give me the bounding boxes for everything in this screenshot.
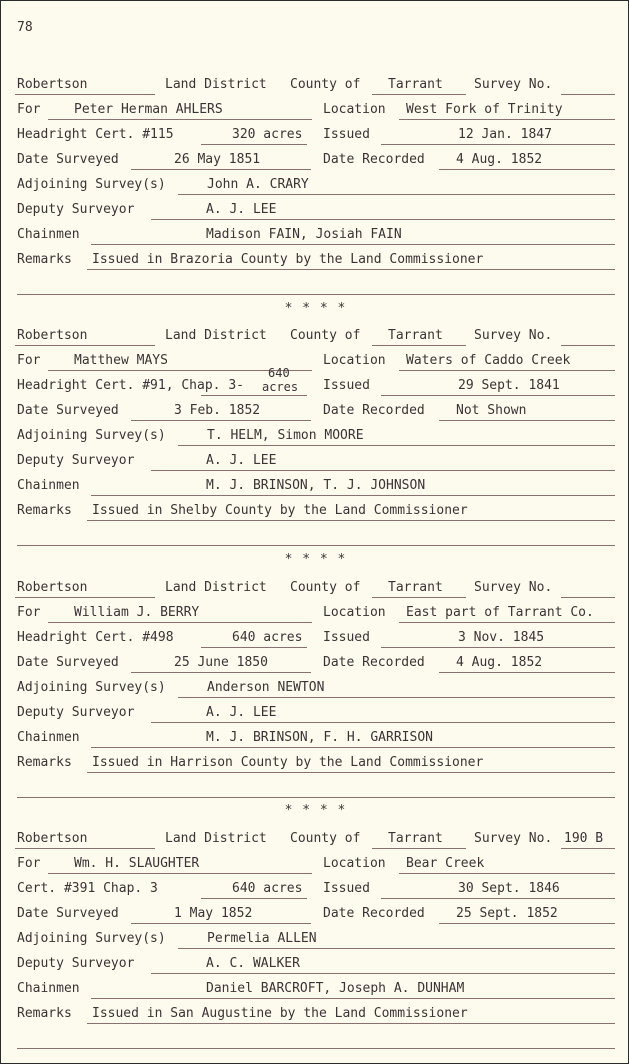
location-value: East part of Tarrant Co.: [406, 605, 594, 620]
remarks-value: Issued in Shelby County by the Land Commissioner: [92, 503, 468, 518]
for-row: [1, 605, 629, 630]
deputy-line: [151, 219, 615, 220]
date-recorded-value: 4 Aug. 1852: [456, 152, 543, 167]
land-district-line: [15, 597, 155, 598]
acres-number: 640: [268, 366, 290, 380]
certificate-row: [1, 366, 629, 403]
survey-no-line: [561, 345, 615, 346]
adjoining-label: Adjoining Survey(s): [17, 931, 166, 946]
location-label: Location: [323, 605, 386, 620]
issued-label: Issued: [323, 630, 370, 645]
county-line: [372, 345, 466, 346]
land-district-label: Land District: [165, 77, 267, 92]
survey-no-line: [561, 94, 615, 95]
survey-no-line: [561, 848, 615, 849]
adjoining-line: [178, 697, 615, 698]
acres-value: 640 acres: [232, 881, 303, 896]
acres-line: [201, 898, 307, 899]
adjoining-row: [1, 931, 629, 956]
dates-row: [1, 152, 629, 177]
deputy-label: Deputy Surveyor: [17, 705, 135, 720]
for-row: [1, 102, 629, 127]
survey-no-line: [561, 597, 615, 598]
land-district-value: Robertson: [17, 580, 88, 595]
deputy-label: Deputy Surveyor: [17, 202, 135, 217]
dates-row: [1, 655, 629, 680]
county-value: Tarrant: [388, 328, 443, 343]
dates-row: [1, 906, 629, 931]
issued-value: 3 Nov. 1845: [458, 630, 545, 645]
date-surveyed-value: 25 June 1850: [174, 655, 268, 670]
survey-record: [1, 77, 629, 307]
chainmen-line: [91, 244, 615, 245]
issued-label: Issued: [323, 127, 370, 142]
adjoining-line: [178, 194, 615, 195]
county-value: Tarrant: [388, 831, 443, 846]
remarks-label: Remarks: [17, 755, 72, 770]
adjoining-row: [1, 428, 629, 453]
issued-label: Issued: [323, 881, 370, 896]
remarks-continuation-row: [1, 780, 629, 805]
adjoining-label: Adjoining Survey(s): [17, 680, 166, 695]
date-recorded-label: Date Recorded: [323, 152, 425, 167]
acres-line: [201, 647, 307, 648]
chainmen-value: Madison FAIN, Josiah FAIN: [206, 227, 402, 242]
acres-line: [201, 144, 307, 145]
county-label: County of: [290, 328, 361, 343]
record-separator: * * * *: [284, 803, 347, 818]
issued-line: [381, 647, 615, 648]
location-value: Bear Creek: [406, 856, 485, 871]
land-district-value: Robertson: [17, 328, 88, 343]
date-surveyed-line: [131, 672, 311, 673]
district-row: [1, 328, 629, 353]
adjoining-value: Permelia ALLEN: [207, 931, 317, 946]
date-recorded-line: [439, 420, 615, 421]
issued-value: 29 Sept. 1841: [458, 378, 560, 393]
certificate-label: Cert. #391 Chap. 3: [17, 881, 158, 896]
remarks-continuation-line: [17, 294, 615, 295]
location-label: Location: [323, 856, 386, 871]
chainmen-line: [91, 495, 615, 496]
grantee-value: Peter Herman AHLERS: [74, 102, 223, 117]
remarks-continuation-line: [17, 797, 615, 798]
adjoining-value: Anderson NEWTON: [207, 680, 325, 695]
remarks-row: [1, 755, 629, 780]
remarks-line: [87, 520, 615, 521]
deputy-line: [151, 470, 615, 471]
remarks-label: Remarks: [17, 252, 72, 267]
county-value: Tarrant: [388, 77, 443, 92]
grantee-value: William J. BERRY: [74, 605, 200, 620]
date-recorded-value: 4 Aug. 1852: [456, 655, 543, 670]
date-recorded-value: Not Shown: [456, 403, 527, 418]
district-row: [1, 831, 629, 856]
remarks-continuation-row: [1, 277, 629, 302]
land-district-label: Land District: [165, 328, 267, 343]
land-district-label: Land District: [165, 831, 267, 846]
date-recorded-line: [439, 923, 615, 924]
chainmen-line: [91, 747, 615, 748]
date-recorded-line: [439, 169, 615, 170]
for-row: [1, 353, 629, 378]
adjoining-value: John A. CRARY: [207, 177, 309, 192]
issued-value: 30 Sept. 1846: [458, 881, 560, 896]
remarks-line: [87, 772, 615, 773]
deputy-label: Deputy Surveyor: [17, 453, 135, 468]
issued-line: [381, 144, 615, 145]
for-label: For: [17, 102, 41, 117]
land-district-label: Land District: [165, 580, 267, 595]
issued-value: 12 Jan. 1847: [458, 127, 552, 142]
date-surveyed-value: 3 Feb. 1852: [174, 403, 261, 418]
district-row: [1, 580, 629, 605]
date-surveyed-value: 1 May 1852: [174, 906, 253, 921]
county-label: County of: [290, 77, 361, 92]
location-label: Location: [323, 353, 386, 368]
issued-line: [381, 395, 615, 396]
county-label: County of: [290, 580, 361, 595]
acres-value: 640 acres: [232, 630, 303, 645]
date-surveyed-label: Date Surveyed: [17, 655, 119, 670]
land-district-line: [15, 94, 155, 95]
deputy-row: [1, 705, 629, 730]
date-recorded-label: Date Recorded: [323, 403, 425, 418]
chainmen-row: [1, 981, 629, 1006]
chainmen-label: Chainmen: [17, 478, 80, 493]
land-district-value: Robertson: [17, 77, 88, 92]
remarks-value: Issued in Harrison County by the Land Commissioner: [92, 755, 484, 770]
adjoining-line: [178, 948, 615, 949]
deputy-label: Deputy Surveyor: [17, 956, 135, 971]
certificate-label: Headright Cert. #498: [17, 630, 174, 645]
deputy-line: [151, 722, 615, 723]
survey-no-value: 190 B: [564, 831, 604, 846]
land-district-value: Robertson: [17, 831, 88, 846]
certificate-row: [1, 630, 629, 655]
deputy-row: [1, 956, 629, 981]
record-separator: * * * *: [284, 301, 347, 316]
county-label: County of: [290, 831, 361, 846]
remarks-line: [87, 1023, 615, 1024]
remarks-label: Remarks: [17, 503, 72, 518]
survey-no-label: Survey No.: [474, 580, 553, 595]
deputy-value: A. J. LEE: [206, 705, 277, 720]
chainmen-line: [91, 998, 615, 999]
district-row: [1, 77, 629, 102]
deputy-row: [1, 202, 629, 227]
acres-line: [201, 395, 307, 396]
issued-label: Issued: [323, 378, 370, 393]
county-line: [372, 597, 466, 598]
adjoining-row: [1, 680, 629, 705]
date-recorded-value: 25 Sept. 1852: [456, 906, 558, 921]
land-district-line: [15, 848, 155, 849]
remarks-value: Issued in San Augustine by the Land Commissioner: [92, 1006, 468, 1021]
deputy-value: A. J. LEE: [206, 202, 277, 217]
location-label: Location: [323, 102, 386, 117]
chainmen-label: Chainmen: [17, 981, 80, 996]
remarks-continuation-row: [1, 528, 629, 553]
grantee-line: [48, 873, 312, 874]
chainmen-row: [1, 478, 629, 503]
deputy-line: [151, 973, 615, 974]
issued-line: [381, 898, 615, 899]
county-value: Tarrant: [388, 580, 443, 595]
remarks-continuation-line: [17, 545, 615, 546]
for-label: For: [17, 856, 41, 871]
page-number: 78: [17, 20, 33, 35]
chainmen-label: Chainmen: [17, 730, 80, 745]
for-row: [1, 856, 629, 881]
remarks-label: Remarks: [17, 1006, 72, 1021]
chainmen-label: Chainmen: [17, 227, 80, 242]
acres-unit: acres: [262, 380, 299, 394]
deputy-value: A. C. WALKER: [206, 956, 300, 971]
chainmen-value: Daniel BARCROFT, Joseph A. DUNHAM: [206, 981, 465, 996]
remarks-value: Issued in Brazoria County by the Land Commissioner: [92, 252, 484, 267]
date-recorded-label: Date Recorded: [323, 655, 425, 670]
certificate-row: [1, 127, 629, 152]
date-surveyed-line: [131, 169, 311, 170]
location-value: West Fork of Trinity: [406, 102, 563, 117]
location-line: [399, 622, 615, 623]
deputy-row: [1, 453, 629, 478]
survey-record: [1, 328, 629, 558]
county-line: [372, 94, 466, 95]
grantee-line: [48, 622, 312, 623]
chainmen-value: M. J. BRINSON, F. H. GARRISON: [206, 730, 433, 745]
chainmen-row: [1, 227, 629, 252]
dates-row: [1, 403, 629, 428]
date-recorded-label: Date Recorded: [323, 906, 425, 921]
date-surveyed-label: Date Surveyed: [17, 152, 119, 167]
date-recorded-line: [439, 672, 615, 673]
date-surveyed-label: Date Surveyed: [17, 403, 119, 418]
remarks-continuation-line: [17, 1048, 615, 1049]
adjoining-line: [178, 445, 615, 446]
location-value: Waters of Caddo Creek: [406, 353, 571, 368]
date-surveyed-label: Date Surveyed: [17, 906, 119, 921]
location-line: [399, 370, 615, 371]
remarks-row: [1, 503, 629, 528]
grantee-value: Wm. H. SLAUGHTER: [74, 856, 200, 871]
grantee-line: [48, 119, 312, 120]
certificate-label: Headright Cert. #115: [17, 127, 174, 142]
remarks-row: [1, 252, 629, 277]
chainmen-row: [1, 730, 629, 755]
location-line: [399, 873, 615, 874]
date-surveyed-value: 26 May 1851: [174, 152, 261, 167]
deputy-value: A. J. LEE: [206, 453, 277, 468]
survey-no-label: Survey No.: [474, 328, 553, 343]
date-surveyed-line: [131, 420, 311, 421]
for-label: For: [17, 353, 41, 368]
land-district-line: [15, 345, 155, 346]
grantee-value: Matthew MAYS: [74, 353, 168, 368]
adjoining-row: [1, 177, 629, 202]
chainmen-value: M. J. BRINSON, T. J. JOHNSON: [206, 478, 426, 493]
survey-record: [1, 580, 629, 810]
certificate-row: [1, 881, 629, 906]
remarks-row: [1, 1006, 629, 1031]
survey-no-label: Survey No.: [474, 77, 553, 92]
adjoining-label: Adjoining Survey(s): [17, 428, 166, 443]
survey-record: [1, 831, 629, 1061]
for-label: For: [17, 605, 41, 620]
adjoining-label: Adjoining Survey(s): [17, 177, 166, 192]
survey-no-label: Survey No.: [474, 831, 553, 846]
certificate-label: Headright Cert. #91, Chap. 3-: [17, 378, 244, 393]
record-separator: * * * *: [284, 552, 347, 567]
county-line: [372, 848, 466, 849]
adjoining-value: T. HELM, Simon MOORE: [207, 428, 364, 443]
remarks-continuation-row: [1, 1031, 629, 1056]
remarks-line: [87, 269, 615, 270]
location-line: [399, 119, 615, 120]
acres-value: 320 acres: [232, 127, 303, 142]
date-surveyed-line: [131, 923, 311, 924]
